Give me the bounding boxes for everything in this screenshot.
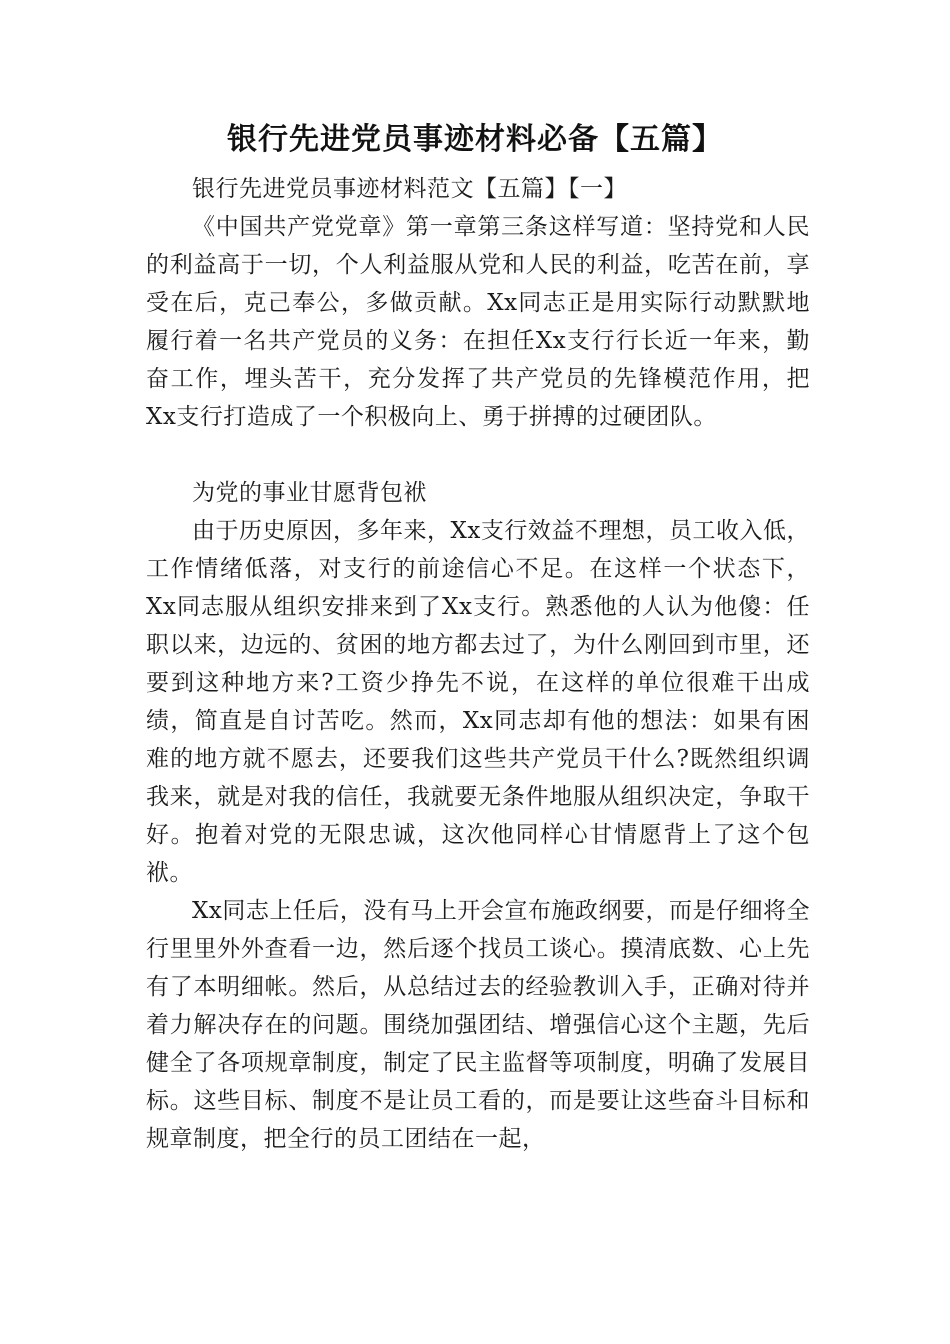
document-body [146,170,810,1158]
document-subtitle: 银行先进党员事迹材料范文【五篇】【一】 [192,176,627,202]
document-title: 银行先进党员事迹材料必备【五篇】 [227,122,723,157]
paragraph-intro: 《中国共产党党章》第一章第三条这样写道：坚持党和人民的利益高于一切，个人利益服从党和人民的利益，吃苦在前，享受在后，克己奉公，多做贡献。Xx同志正是用实际行动默默地履行着一名共产党员的义务：在担任Xx支行行长近一年来，勤奋工作，埋头苦干，充分发挥了共产党员的先锋模范作用，把Xx支行打造成了一个积极向上、勇于拼搏的过硬团队。 [146,214,810,430]
paragraph-after-appointment: Xx同志上任后，没有马上开会宣布施政纲要，而是仔细将全行里里外外查看一边，然后逐个找员工谈心。摸清底数、心上先有了本明细帐。然后，从总结过去的经验教训入手，正确对待并着力解决存在的问题。围绕加强团结、增强信心这个主题，先后健全了各项规章制度，制定了民主监督等项制度，明确了发展目标。这些目标、制度不是让员工看的，而是要让这些奋斗目标和规章制度，把全行的员工团结在一起， [146,898,810,1152]
paragraph-history: 由于历史原因，多年来，Xx支行效益不理想，员工收入低，工作情绪低落，对支行的前途信心不足。在这样一个状态下，Xx同志服从组织安排来到了Xx支行。熟悉他的人认为他傻：任职以来，边远的、贫困的地方都去过了，为什么刚回到市里，还要到这种地方来?工资少挣先不说，在这样的单位很难干出成绩，简直是自讨苦吃。然而，Xx同志却有他的想法：如果有困难的地方就不愿去，还要我们这些共产党员干什么?既然组织调我来，就是对我的信任，我就要无条件地服从组织决定，争取干好。抱着对党的无限忠诚，这次他同样心甘情愿背上了这个包袱。 [146,518,810,886]
section-heading: 为党的事业甘愿背包袱 [192,480,427,506]
